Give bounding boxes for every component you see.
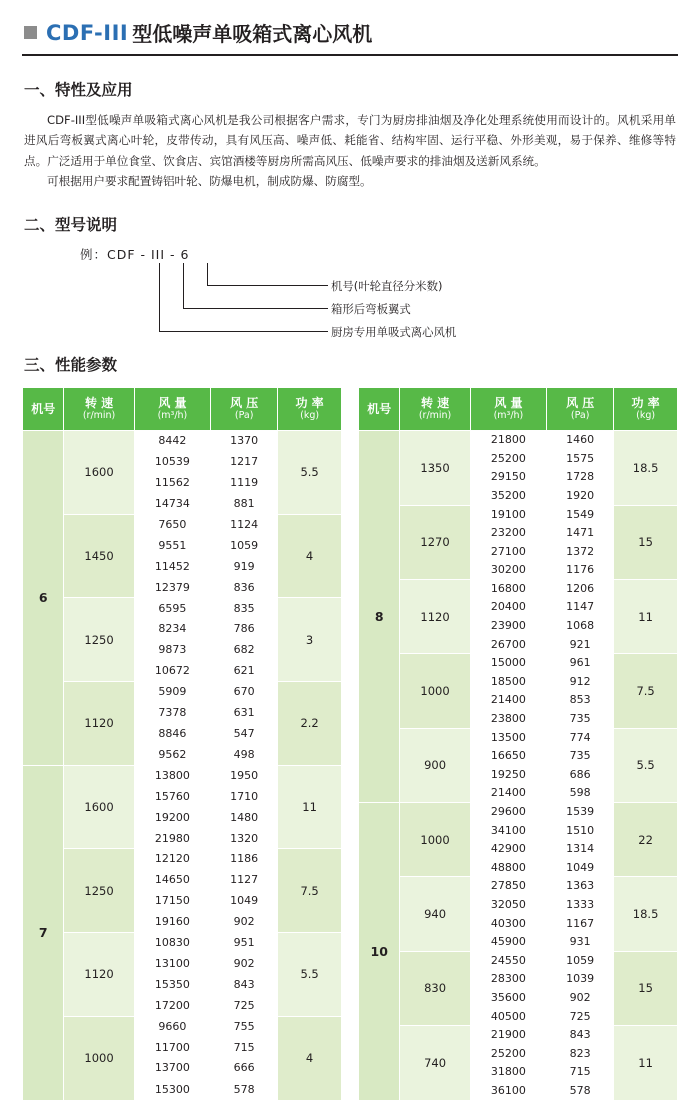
cell-flow: 25200 <box>470 449 547 468</box>
cell-pressure: 902 <box>211 911 278 932</box>
cell-flow: 32050 <box>470 895 547 914</box>
cell-flow: 10672 <box>134 661 211 682</box>
cell-model: 6 <box>23 431 64 766</box>
cell-pressure: 1217 <box>211 452 278 473</box>
cell-pressure: 735 <box>547 747 614 766</box>
cell-pressure: 1206 <box>547 579 614 598</box>
table-row <box>359 505 678 524</box>
cell-flow: 6595 <box>134 598 211 619</box>
cell-rpm: 1000 <box>400 803 470 877</box>
cell-power: 15 <box>614 505 678 579</box>
cell-model: 7 <box>23 765 64 1100</box>
cell-pressure: 1950 <box>211 765 278 786</box>
cell-pressure: 1370 <box>211 431 278 452</box>
cell-pressure: 1920 <box>547 486 614 505</box>
cell-flow: 28300 <box>470 970 547 989</box>
th-power <box>278 388 342 431</box>
cell-pressure: 498 <box>211 744 278 765</box>
cell-rpm: 1270 <box>400 505 470 579</box>
th-power-label: 功 率 <box>295 395 324 410</box>
th-power <box>614 388 678 431</box>
cell-flow: 42900 <box>470 840 547 859</box>
cell-power: 18.5 <box>614 431 678 505</box>
table-row <box>359 431 678 450</box>
cell-pressure: 1372 <box>547 542 614 561</box>
cell-pressure: 1039 <box>547 970 614 989</box>
cell-pressure: 1320 <box>211 828 278 849</box>
th-flow-unit: (m³/h) <box>157 410 188 422</box>
cell-pressure: 1124 <box>211 514 278 535</box>
cell-pressure: 786 <box>211 619 278 640</box>
cell-flow: 15760 <box>134 786 211 807</box>
cell-power: 11 <box>614 1026 678 1100</box>
cell-flow: 34100 <box>470 821 547 840</box>
cell-pressure: 1059 <box>211 535 278 556</box>
cell-pressure: 1059 <box>547 951 614 970</box>
cell-pressure: 725 <box>211 995 278 1016</box>
cell-pressure: 598 <box>547 784 614 803</box>
model-label-1: 机号(叶轮直径分米数) <box>331 279 443 294</box>
cell-pressure: 715 <box>547 1063 614 1082</box>
cell-rpm: 1120 <box>64 682 134 766</box>
cell-flow: 8442 <box>134 431 211 452</box>
cell-flow: 27850 <box>470 877 547 896</box>
cell-flow: 7650 <box>134 514 211 535</box>
cell-flow: 29600 <box>470 803 547 822</box>
model-label-3: 厨房专用单吸式离心风机 <box>331 325 457 340</box>
table-row <box>359 877 678 896</box>
cell-pressure: 1471 <box>547 524 614 543</box>
cell-rpm: 1000 <box>64 1016 134 1100</box>
cell-pressure: 1710 <box>211 786 278 807</box>
cell-flow: 13500 <box>470 728 547 747</box>
cell-power: 5.5 <box>614 728 678 802</box>
th-rpm <box>400 388 470 431</box>
cell-flow: 31800 <box>470 1063 547 1082</box>
th-pressure <box>547 388 614 431</box>
cell-flow: 23200 <box>470 524 547 543</box>
performance-tables <box>18 387 682 1100</box>
document-header <box>18 0 682 47</box>
cell-pressure: 755 <box>211 1016 278 1037</box>
cell-pressure: 1480 <box>211 807 278 828</box>
th-flow-label: 风 量 <box>158 395 187 410</box>
cell-pressure: 951 <box>211 932 278 953</box>
table-row <box>23 765 342 786</box>
cell-flow: 36100 <box>470 1081 547 1100</box>
cell-pressure: 621 <box>211 661 278 682</box>
cell-rpm: 1600 <box>64 765 134 849</box>
cell-pressure: 1728 <box>547 468 614 487</box>
cell-flow: 17200 <box>134 995 211 1016</box>
cell-flow: 14650 <box>134 870 211 891</box>
cell-rpm: 830 <box>400 951 470 1025</box>
table-row <box>23 849 342 870</box>
cell-flow: 12120 <box>134 849 211 870</box>
th-model-label: 机号 <box>31 401 56 416</box>
section-1-paragraph-1: CDF-III型低噪声单吸箱式离心风机是我公司根据客户需求，专门为厨房排油烟及净化处理系统使用而设计的。风机采用单进风后弯板翼式离心叶轮，皮带传动，具有风压高、噪声低、耗能省、结构牢固、运行平稳、外形美观，易于保养、维修等特点。广泛适用于单位食堂、饮食店、宾馆酒楼等厨房所需高风压、低噪声要求的排油烟及送新风系统。 <box>24 113 676 168</box>
table-row <box>23 598 342 619</box>
cell-pressure: 715 <box>211 1037 278 1058</box>
table-row <box>23 514 342 535</box>
cell-power: 11 <box>614 579 678 653</box>
cell-flow: 18500 <box>470 672 547 691</box>
cell-flow: 21400 <box>470 784 547 803</box>
cell-rpm: 1250 <box>64 849 134 933</box>
cell-rpm: 1120 <box>64 932 134 1016</box>
th-model <box>23 388 64 431</box>
cell-flow: 19160 <box>134 911 211 932</box>
cell-flow: 13800 <box>134 765 211 786</box>
cell-pressure: 1049 <box>547 858 614 877</box>
cell-flow: 23900 <box>470 617 547 636</box>
cell-pressure: 1176 <box>547 561 614 580</box>
th-rpm-unit: (r/min) <box>82 410 116 422</box>
cell-pressure: 725 <box>547 1007 614 1026</box>
table-row <box>359 803 678 822</box>
cell-flow: 40300 <box>470 914 547 933</box>
cell-flow: 11700 <box>134 1037 211 1058</box>
section-1-heading: 一、特性及应用 <box>24 81 133 99</box>
th-rpm-label: 转 速 <box>420 395 450 410</box>
cell-flow: 9562 <box>134 744 211 765</box>
cell-pressure: 1068 <box>547 617 614 636</box>
cell-rpm: 1350 <box>400 431 470 505</box>
cell-flow: 7378 <box>134 702 211 723</box>
cell-flow: 19200 <box>134 807 211 828</box>
th-pressure <box>211 388 278 431</box>
table-header-row <box>23 388 342 431</box>
cell-pressure: 835 <box>211 598 278 619</box>
bullet-square-icon <box>24 26 37 39</box>
table-body-right <box>359 431 678 1100</box>
cell-flow: 10830 <box>134 932 211 953</box>
th-flow-label: 风 量 <box>494 395 523 410</box>
th-pressure-label: 风 压 <box>230 395 259 410</box>
cell-pressure: 666 <box>211 1058 278 1079</box>
cell-flow: 25200 <box>470 1044 547 1063</box>
cell-power: 18.5 <box>614 877 678 951</box>
cell-flow: 48800 <box>470 858 547 877</box>
table-row <box>23 1016 342 1037</box>
cell-pressure: 578 <box>211 1079 278 1100</box>
cell-pressure: 774 <box>547 728 614 747</box>
cell-flow: 14734 <box>134 493 211 514</box>
table-row <box>359 1026 678 1045</box>
leader-line-3 <box>159 263 328 332</box>
cell-pressure: 902 <box>547 988 614 1007</box>
th-power-label: 功 率 <box>631 395 660 410</box>
cell-pressure: 1539 <box>547 803 614 822</box>
section-3-heading: 三、性能参数 <box>24 356 118 375</box>
cell-flow: 24550 <box>470 951 547 970</box>
cell-flow: 11562 <box>134 472 211 493</box>
cell-pressure: 1119 <box>211 472 278 493</box>
cell-pressure: 1127 <box>211 870 278 891</box>
table-row <box>23 932 342 953</box>
th-pressure-unit: (Pa) <box>570 410 590 422</box>
cell-pressure: 843 <box>547 1026 614 1045</box>
cell-pressure: 1167 <box>547 914 614 933</box>
cell-power: 5.5 <box>278 932 342 1016</box>
header-chinese-title: 型低噪声单吸箱式离心风机 <box>132 22 373 46</box>
th-flow <box>134 388 211 431</box>
th-rpm-unit: (r/min) <box>418 410 452 422</box>
cell-rpm: 1000 <box>400 654 470 728</box>
cell-flow: 21400 <box>470 691 547 710</box>
section-2-heading: 二、型号说明 <box>24 216 118 235</box>
cell-flow: 9873 <box>134 640 211 661</box>
cell-power: 5.5 <box>278 431 342 515</box>
cell-pressure: 843 <box>211 974 278 995</box>
th-rpm <box>64 388 134 431</box>
model-label-2: 箱形后弯板翼式 <box>331 302 411 317</box>
table-row <box>23 431 342 452</box>
cell-flow: 17150 <box>134 891 211 912</box>
model-code-example: 例：CDF - III - 6 <box>80 247 190 263</box>
table-row <box>359 654 678 673</box>
cell-pressure: 931 <box>547 933 614 952</box>
cell-pressure: 547 <box>211 723 278 744</box>
cell-pressure: 1460 <box>547 431 614 450</box>
th-model <box>359 388 400 431</box>
cell-power: 2.2 <box>278 682 342 766</box>
cell-pressure: 902 <box>211 953 278 974</box>
cell-power: 7.5 <box>614 654 678 728</box>
cell-rpm: 740 <box>400 1026 470 1100</box>
th-model-label: 机号 <box>367 401 392 416</box>
cell-pressure: 1575 <box>547 449 614 468</box>
th-flow <box>470 388 547 431</box>
cell-flow: 16650 <box>470 747 547 766</box>
cell-rpm: 940 <box>400 877 470 951</box>
cell-pressure: 921 <box>547 635 614 654</box>
cell-pressure: 919 <box>211 556 278 577</box>
cell-flow: 20400 <box>470 598 547 617</box>
cell-flow: 5909 <box>134 682 211 703</box>
cell-power: 22 <box>614 803 678 877</box>
cell-flow: 35600 <box>470 988 547 1007</box>
cell-pressure: 912 <box>547 672 614 691</box>
cell-pressure: 735 <box>547 710 614 729</box>
cell-flow: 19250 <box>470 765 547 784</box>
cell-model: 8 <box>359 431 400 803</box>
cell-flow: 15350 <box>134 974 211 995</box>
cell-model: 10 <box>359 803 400 1101</box>
cell-flow: 35200 <box>470 486 547 505</box>
header-divider <box>22 54 678 56</box>
cell-flow: 13100 <box>134 953 211 974</box>
table-row <box>359 579 678 598</box>
cell-flow: 23800 <box>470 710 547 729</box>
cell-flow: 15000 <box>470 654 547 673</box>
cell-pressure: 686 <box>547 765 614 784</box>
cell-power: 15 <box>614 951 678 1025</box>
th-pressure-label: 风 压 <box>566 395 595 410</box>
cell-flow: 27100 <box>470 542 547 561</box>
cell-pressure: 823 <box>547 1044 614 1063</box>
cell-pressure: 631 <box>211 702 278 723</box>
cell-flow: 26700 <box>470 635 547 654</box>
cell-flow: 9660 <box>134 1016 211 1037</box>
cell-pressure: 1314 <box>547 840 614 859</box>
cell-power: 3 <box>278 598 342 682</box>
cell-pressure: 1049 <box>211 891 278 912</box>
cell-rpm: 1600 <box>64 431 134 515</box>
cell-pressure: 961 <box>547 654 614 673</box>
cell-flow: 30200 <box>470 561 547 580</box>
cell-flow: 16800 <box>470 579 547 598</box>
table-row <box>359 728 678 747</box>
cell-flow: 12379 <box>134 577 211 598</box>
cell-pressure: 1510 <box>547 821 614 840</box>
cell-flow: 40500 <box>470 1007 547 1026</box>
table-body-left <box>23 431 342 1100</box>
cell-power: 11 <box>278 765 342 849</box>
cell-flow: 8846 <box>134 723 211 744</box>
performance-table-left <box>22 387 342 1100</box>
cell-flow: 19100 <box>470 505 547 524</box>
cell-flow: 9551 <box>134 535 211 556</box>
th-power-unit: (kg) <box>636 410 656 422</box>
header-model-title: CDF-III <box>46 20 129 45</box>
cell-flow: 13700 <box>134 1058 211 1079</box>
section-1-paragraph-2: 可根据用户要求配置铸铝叶轮、防爆电机，制成防爆、防腐型。 <box>47 173 372 188</box>
table-row <box>359 951 678 970</box>
th-power-unit: (kg) <box>300 410 320 422</box>
cell-pressure: 1186 <box>211 849 278 870</box>
cell-flow: 10539 <box>134 452 211 473</box>
cell-pressure: 881 <box>211 493 278 514</box>
cell-pressure: 670 <box>211 682 278 703</box>
cell-power: 4 <box>278 1016 342 1100</box>
cell-rpm: 1250 <box>64 598 134 682</box>
cell-flow: 15300 <box>134 1079 211 1100</box>
cell-flow: 21980 <box>134 828 211 849</box>
cell-flow: 21900 <box>470 1026 547 1045</box>
table-row <box>23 682 342 703</box>
th-pressure-unit: (Pa) <box>234 410 254 422</box>
cell-pressure: 1363 <box>547 877 614 896</box>
model-code-diagram <box>18 245 682 340</box>
cell-pressure: 682 <box>211 640 278 661</box>
cell-flow: 11452 <box>134 556 211 577</box>
cell-rpm: 900 <box>400 728 470 802</box>
cell-flow: 8234 <box>134 619 211 640</box>
performance-table-right <box>358 387 678 1100</box>
cell-rpm: 1120 <box>400 579 470 653</box>
cell-power: 4 <box>278 514 342 598</box>
cell-power: 7.5 <box>278 849 342 933</box>
cell-flow: 45900 <box>470 933 547 952</box>
cell-pressure: 853 <box>547 691 614 710</box>
cell-pressure: 836 <box>211 577 278 598</box>
cell-pressure: 1147 <box>547 598 614 617</box>
th-rpm-label: 转 速 <box>84 395 114 410</box>
table-header-row <box>359 388 678 431</box>
th-flow-unit: (m³/h) <box>493 410 524 422</box>
cell-pressure: 578 <box>547 1081 614 1100</box>
cell-flow: 29150 <box>470 468 547 487</box>
cell-rpm: 1450 <box>64 514 134 598</box>
cell-flow: 21800 <box>470 431 547 450</box>
cell-pressure: 1549 <box>547 505 614 524</box>
cell-pressure: 1333 <box>547 895 614 914</box>
